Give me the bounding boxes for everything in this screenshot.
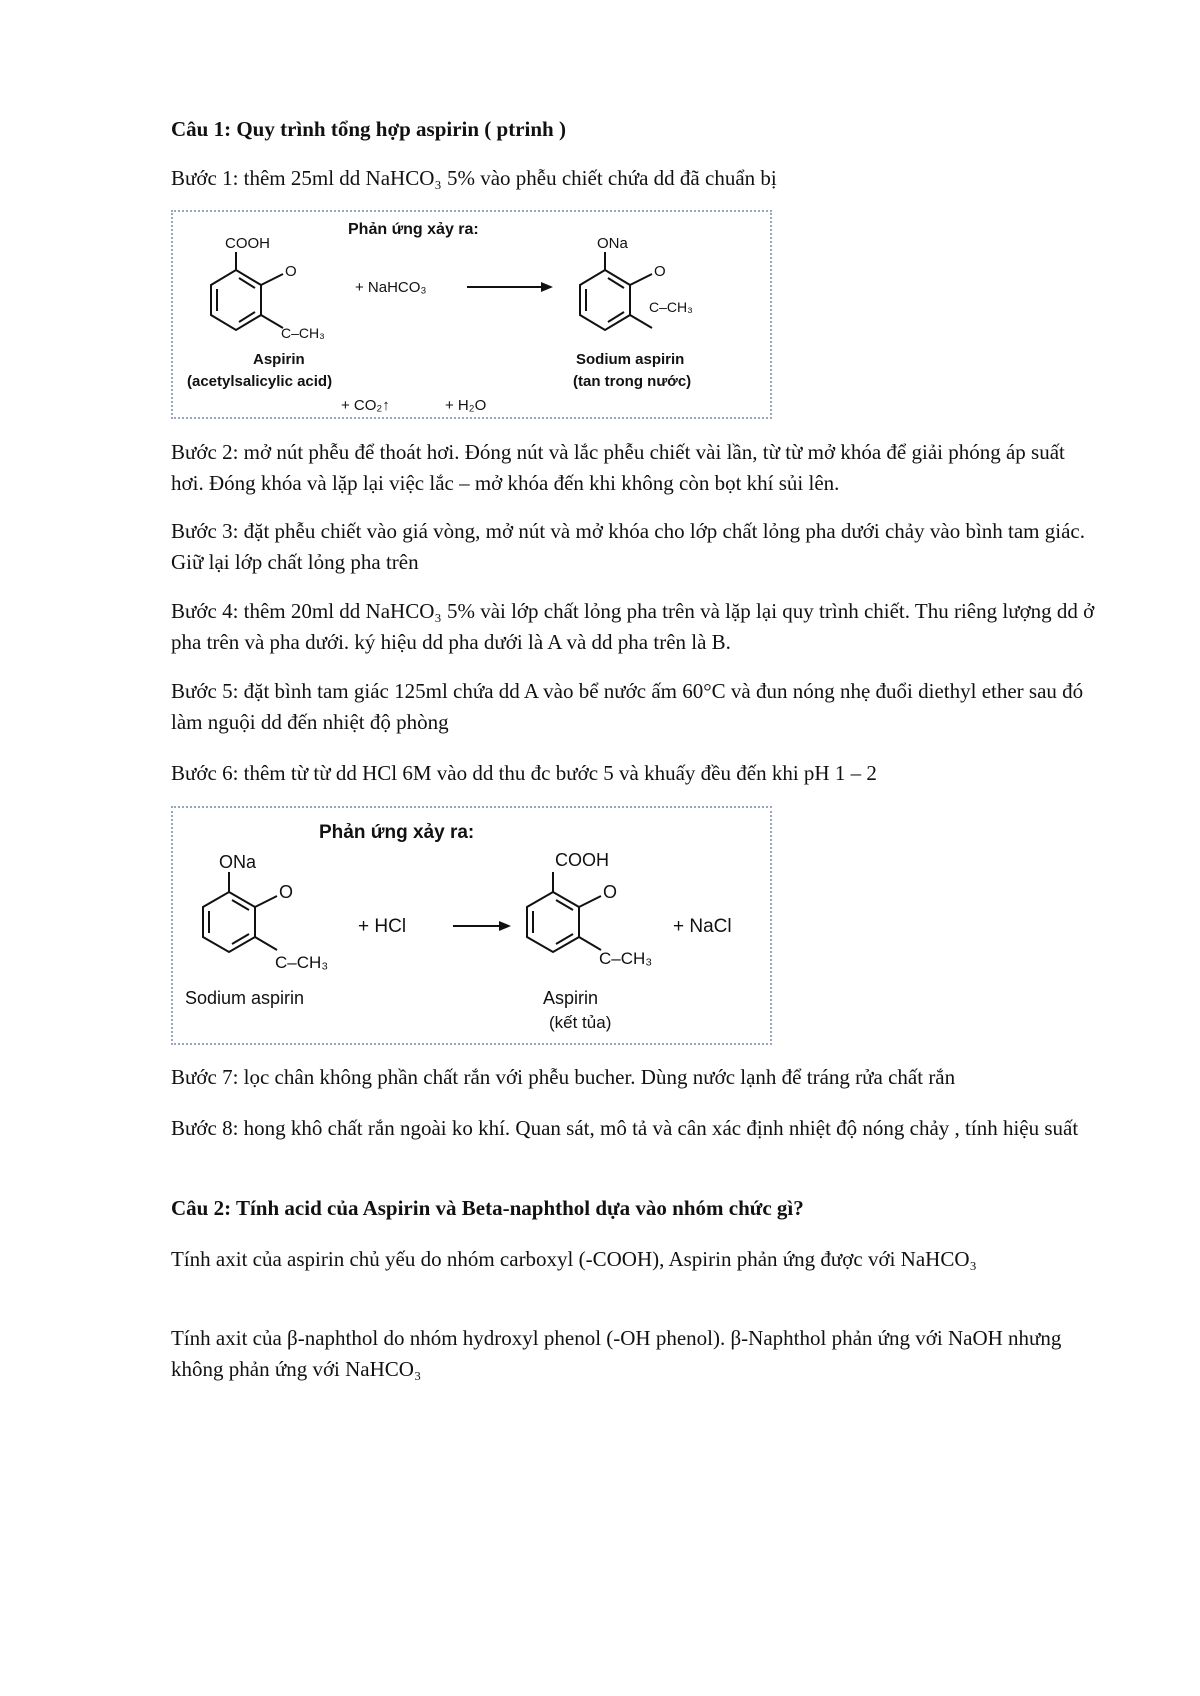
- question-2-title: Câu 2: Tính acid của Aspirin và Beta-naphthol dựa vào nhóm chức gì?: [171, 1196, 804, 1220]
- fig2-product-sub: (kết tủa): [549, 1013, 612, 1032]
- fig2-reactant-name: Sodium aspirin: [185, 988, 305, 1008]
- fig1-reactant-name: Aspirin: [253, 351, 305, 368]
- fig1-product-o: O: [654, 263, 666, 280]
- fig1-byproducts-a: + CO₂↑: [341, 397, 390, 414]
- fig1-reactant-o: O: [285, 263, 297, 280]
- fig2-reactant-ch3: C–CH₃: [275, 953, 329, 972]
- fig1-reagent: + NaHCO₃: [355, 279, 427, 296]
- benzene-ring-icon: [527, 872, 601, 952]
- reaction-arrow-icon: [467, 282, 553, 292]
- fig1-reactant-top: COOH: [225, 235, 270, 252]
- fig2-product-name: Aspirin: [543, 988, 599, 1008]
- reaction-diagram-1: [173, 212, 770, 417]
- step-6: Bước 6: thêm từ từ dd HCl 6M vào dd thu đc bước 5 và khuấy đều đến khi pH 1 – 2: [171, 761, 877, 785]
- reaction-diagram-2: [173, 808, 770, 1043]
- fig1-product-top: ONa: [597, 235, 628, 252]
- fig1-reactant-sub: (acetylsalicylic acid): [187, 373, 333, 390]
- question-1-title: Câu 1: Quy trình tổng hợp aspirin ( ptrinh ): [171, 117, 566, 141]
- step-2: Bước 2: mở nút phễu để thoát hơi. Đóng nút và lắc phễu chiết vài lần, từ từ mở khóa để giải phóng áp suất hơi. Đóng khóa và lặp lại việc lắc – mở khóa đến khi không còn bọt khí sủi lên.: [171, 440, 1065, 495]
- step-1: Bước 1: thêm 25ml dd NaHCO₃ 5% vào phễu chiết chứa dd đã chuẩn bị: [171, 166, 777, 190]
- fig2-reagent: + HCl: [358, 916, 407, 937]
- fig2-product-top: COOH: [555, 850, 609, 870]
- reaction-figure-2: [171, 806, 772, 1045]
- fig1-heading: Phản ứng xảy ra:: [348, 221, 479, 238]
- fig1-byproducts-b: + H₂O: [445, 397, 487, 414]
- benzene-ring-icon: [211, 252, 283, 330]
- question-2-para-1: Tính axit của aspirin chủ yếu do nhóm carboxyl (-COOH), Aspirin phản ứng được với NaHCO₃: [171, 1247, 977, 1271]
- fig2-byproduct: + NaCl: [673, 916, 732, 937]
- benzene-ring-icon: [203, 872, 277, 952]
- question-2-para-2: Tính axit của β-naphthol do nhóm hydroxyl phenol (-OH phenol). β-Naphthol phản ứng với NaOH nhưng không phản ứng với NaHCO₃: [171, 1326, 1062, 1381]
- fig1-reactant-ch3: C–CH₃: [281, 325, 325, 341]
- fig1-product-ch3: C–CH₃: [649, 299, 693, 315]
- reaction-arrow-icon: [453, 921, 511, 931]
- step-8: Bước 8: hong khô chất rắn ngoài ko khí. Quan sát, mô tả và cân xác định nhiệt độ nóng chảy , tính hiệu suất: [171, 1116, 1079, 1140]
- step-7: Bước 7: lọc chân không phần chất rắn với phễu bucher. Dùng nước lạnh để tráng rửa chất rắn: [171, 1065, 956, 1089]
- fig2-reactant-top: ONa: [219, 852, 257, 872]
- benzene-ring-icon: [580, 252, 652, 330]
- step-5: Bước 5: đặt bình tam giác 125ml chứa dd A vào bể nước ấm 60°C và đun nóng nhẹ đuổi diethyl ether sau đó làm nguội dd đến nhiệt độ phòng: [171, 679, 1084, 734]
- reaction-figure-1: [171, 210, 772, 419]
- fig2-heading: Phản ứng xảy ra:: [319, 822, 475, 843]
- fig1-product-sub: (tan trong nước): [573, 373, 692, 390]
- fig2-product-ch3: C–CH₃: [599, 949, 653, 968]
- fig1-product-name: Sodium aspirin: [576, 351, 685, 368]
- step-4: Bước 4: thêm 20ml dd NaHCO₃ 5% vài lớp chất lỏng pha trên và lặp lại quy trình chiết. Thu riêng lượng dd ở pha trên và pha dưới. ký hiệu dd pha dưới là A và dd pha trên là B.: [171, 599, 1095, 654]
- fig2-product-o: O: [603, 882, 618, 902]
- step-3: Bước 3: đặt phễu chiết vào giá vòng, mở nút và mở khóa cho lớp chất lỏng pha dưới chảy vào bình tam giác. Giữ lại lớp chất lỏng pha trên: [171, 519, 1085, 574]
- fig2-reactant-o: O: [279, 882, 294, 902]
